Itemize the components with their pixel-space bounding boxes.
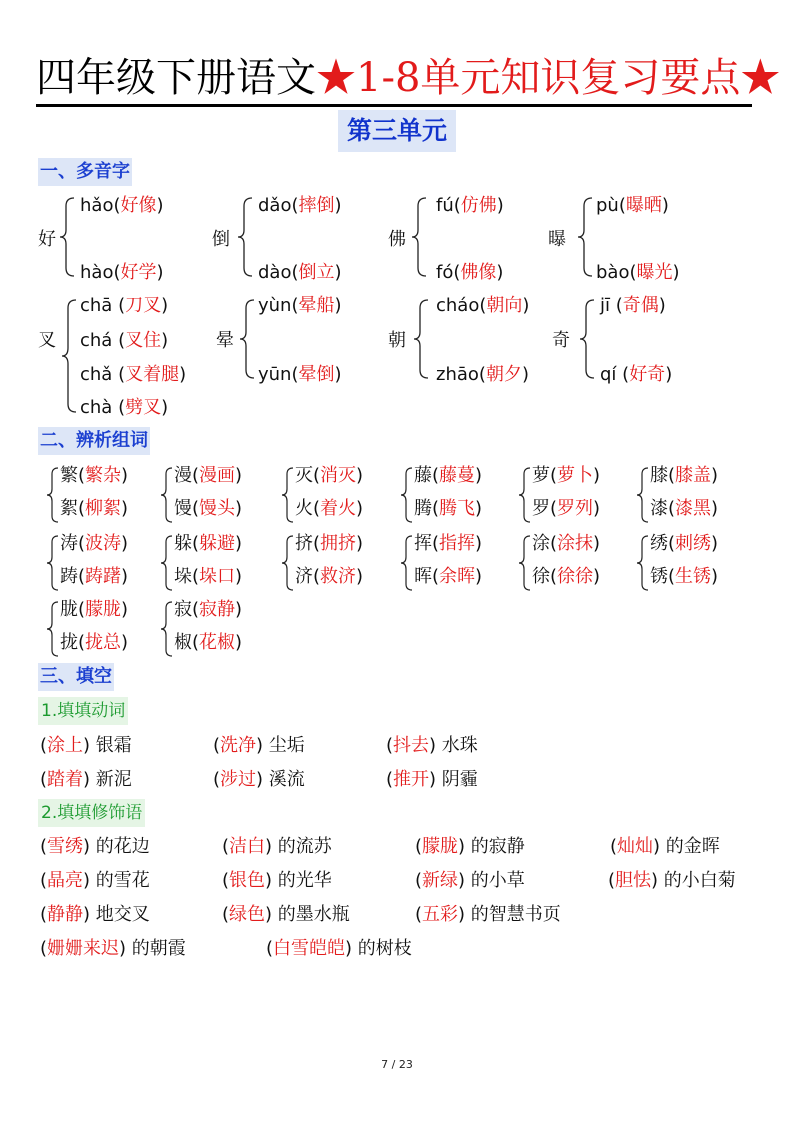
polyphone-char: 好 xyxy=(38,229,56,250)
page-number: 7 / 23 xyxy=(381,1058,413,1071)
polyphone-reading: bào(曝光) xyxy=(596,262,680,283)
polyphone-char: 曝 xyxy=(548,229,566,250)
brace-icon xyxy=(636,466,650,524)
polyphone-char: 奇 xyxy=(552,330,570,351)
distinguish-item: 涛(波涛) xyxy=(60,533,129,554)
distinguish-item: 锈(生锈) xyxy=(650,566,719,587)
fill-item: (五彩) 的智慧书页 xyxy=(415,904,561,925)
fill-item: (胆怯) 的小白菊 xyxy=(608,870,736,891)
fill-item: (洗净) 尘垢 xyxy=(213,735,305,756)
distinguish-item: 济(救济) xyxy=(295,566,364,587)
fill-item: (新绿) 的小草 xyxy=(415,870,525,891)
brace-icon xyxy=(160,466,174,524)
polyphone-char: 朝 xyxy=(388,330,406,351)
distinguish-item: 椒(花椒) xyxy=(174,632,243,653)
distinguish-item: 罗(罗列) xyxy=(532,498,601,519)
polyphone-reading: yùn(晕船) xyxy=(258,295,342,316)
brace-icon xyxy=(518,466,532,524)
fill-item: (姗姗来迟) 的朝霞 xyxy=(40,938,186,959)
subsection-fill-modifiers: 2.填填修饰语 xyxy=(38,799,145,827)
distinguish-item: 拢(拢总) xyxy=(60,632,129,653)
distinguish-item: 垛(垛口) xyxy=(174,566,243,587)
brace-icon xyxy=(58,196,76,278)
distinguish-item: 火(着火) xyxy=(295,498,364,519)
fill-item: (白雪皑皑) 的树枝 xyxy=(266,938,412,959)
unit-title: 第三单元 xyxy=(338,110,456,152)
polyphone-reading: qí (好奇) xyxy=(600,364,673,385)
distinguish-item: 漆(漆黑) xyxy=(650,498,719,519)
distinguish-item: 腾(腾飞) xyxy=(414,498,483,519)
fill-item: (灿灿) 的金晖 xyxy=(610,836,720,857)
distinguish-item: 寂(寂静) xyxy=(174,599,243,620)
brace-icon xyxy=(412,298,430,380)
brace-icon xyxy=(46,466,60,524)
distinguish-item: 膝(膝盖) xyxy=(650,465,719,486)
distinguish-item: 胧(朦胧) xyxy=(60,599,129,620)
fill-item: (朦胧) 的寂静 xyxy=(415,836,525,857)
distinguish-item: 躲(躲避) xyxy=(174,533,243,554)
polyphone-reading: hǎo(好像) xyxy=(80,195,164,216)
polyphone-reading: dào(倒立) xyxy=(258,262,342,283)
fill-item: (抖去) 水珠 xyxy=(386,735,478,756)
brace-icon xyxy=(578,298,596,380)
polyphone-char: 佛 xyxy=(388,229,406,250)
polyphone-reading: chā (刀叉) xyxy=(80,295,169,316)
distinguish-item: 绣(刺绣) xyxy=(650,533,719,554)
brace-icon xyxy=(60,298,78,414)
fill-item: (洁白) 的流苏 xyxy=(222,836,332,857)
distinguish-item: 晖(余晖) xyxy=(414,566,483,587)
polyphone-reading: jī (奇偶) xyxy=(600,295,666,316)
distinguish-item: 馒(馒头) xyxy=(174,498,243,519)
distinguish-item: 繁(繁杂) xyxy=(60,465,129,486)
polyphone-reading: chá (叉住) xyxy=(80,330,169,351)
brace-icon xyxy=(281,466,295,524)
polyphone-char: 叉 xyxy=(38,330,56,351)
polyphone-reading: chǎ (叉着腿) xyxy=(80,364,187,385)
fill-item: (踏着) 新泥 xyxy=(40,769,132,790)
section-heading-polyphones: 一、多音字 xyxy=(38,158,132,186)
polyphone-reading: fó(佛像) xyxy=(436,262,504,283)
polyphone-reading: cháo(朝向) xyxy=(436,295,530,316)
page-title: 四年级下册语文★1-8单元知识复习要点★ xyxy=(36,52,752,107)
fill-item: (涂上) 银霜 xyxy=(40,735,132,756)
subsection-fill-verbs: 1.填填动词 xyxy=(38,697,128,725)
section-heading-fill: 三、填空 xyxy=(38,663,114,691)
polyphone-reading: fú(仿佛) xyxy=(436,195,504,216)
fill-item: (静静) 地交叉 xyxy=(40,904,150,925)
distinguish-item: 漫(漫画) xyxy=(174,465,243,486)
polyphone-char: 倒 xyxy=(212,229,230,250)
brace-icon xyxy=(400,534,414,592)
distinguish-item: 萝(萝卜) xyxy=(532,465,601,486)
distinguish-item: 涂(涂抹) xyxy=(532,533,601,554)
distinguish-item: 灭(消灭) xyxy=(295,465,364,486)
polyphone-reading: hào(好学) xyxy=(80,262,164,283)
fill-item: (雪绣) 的花边 xyxy=(40,836,150,857)
brace-icon xyxy=(518,534,532,592)
brace-icon xyxy=(400,466,414,524)
brace-icon xyxy=(160,534,174,592)
fill-item: (晶亮) 的雪花 xyxy=(40,870,150,891)
brace-icon xyxy=(576,196,594,278)
brace-icon xyxy=(236,196,254,278)
distinguish-item: 挥(指挥) xyxy=(414,533,483,554)
fill-item: (银色) 的光华 xyxy=(222,870,332,891)
distinguish-item: 徐(徐徐) xyxy=(532,566,601,587)
polyphone-reading: chà (劈叉) xyxy=(80,397,169,418)
brace-icon xyxy=(46,534,60,592)
fill-item: (绿色) 的墨水瓶 xyxy=(222,904,350,925)
fill-item: (涉过) 溪流 xyxy=(213,769,305,790)
brace-icon xyxy=(46,600,60,658)
brace-icon xyxy=(636,534,650,592)
polyphone-char: 晕 xyxy=(216,330,234,351)
distinguish-item: 挤(拥挤) xyxy=(295,533,364,554)
brace-icon xyxy=(410,196,428,278)
distinguish-item: 藤(藤蔓) xyxy=(414,465,483,486)
polyphone-reading: zhāo(朝夕) xyxy=(436,364,529,385)
brace-icon xyxy=(160,600,174,658)
distinguish-item: 絮(柳絮) xyxy=(60,498,129,519)
brace-icon xyxy=(281,534,295,592)
section-heading-distinguish: 二、辨析组词 xyxy=(38,427,150,455)
polyphone-reading: pù(曝晒) xyxy=(596,195,669,216)
polyphone-reading: yūn(晕倒) xyxy=(258,364,342,385)
brace-icon xyxy=(238,298,256,380)
distinguish-item: 踌(踌躇) xyxy=(60,566,129,587)
polyphone-reading: dǎo(摔倒) xyxy=(258,195,342,216)
fill-item: (推开) 阴霾 xyxy=(386,769,478,790)
